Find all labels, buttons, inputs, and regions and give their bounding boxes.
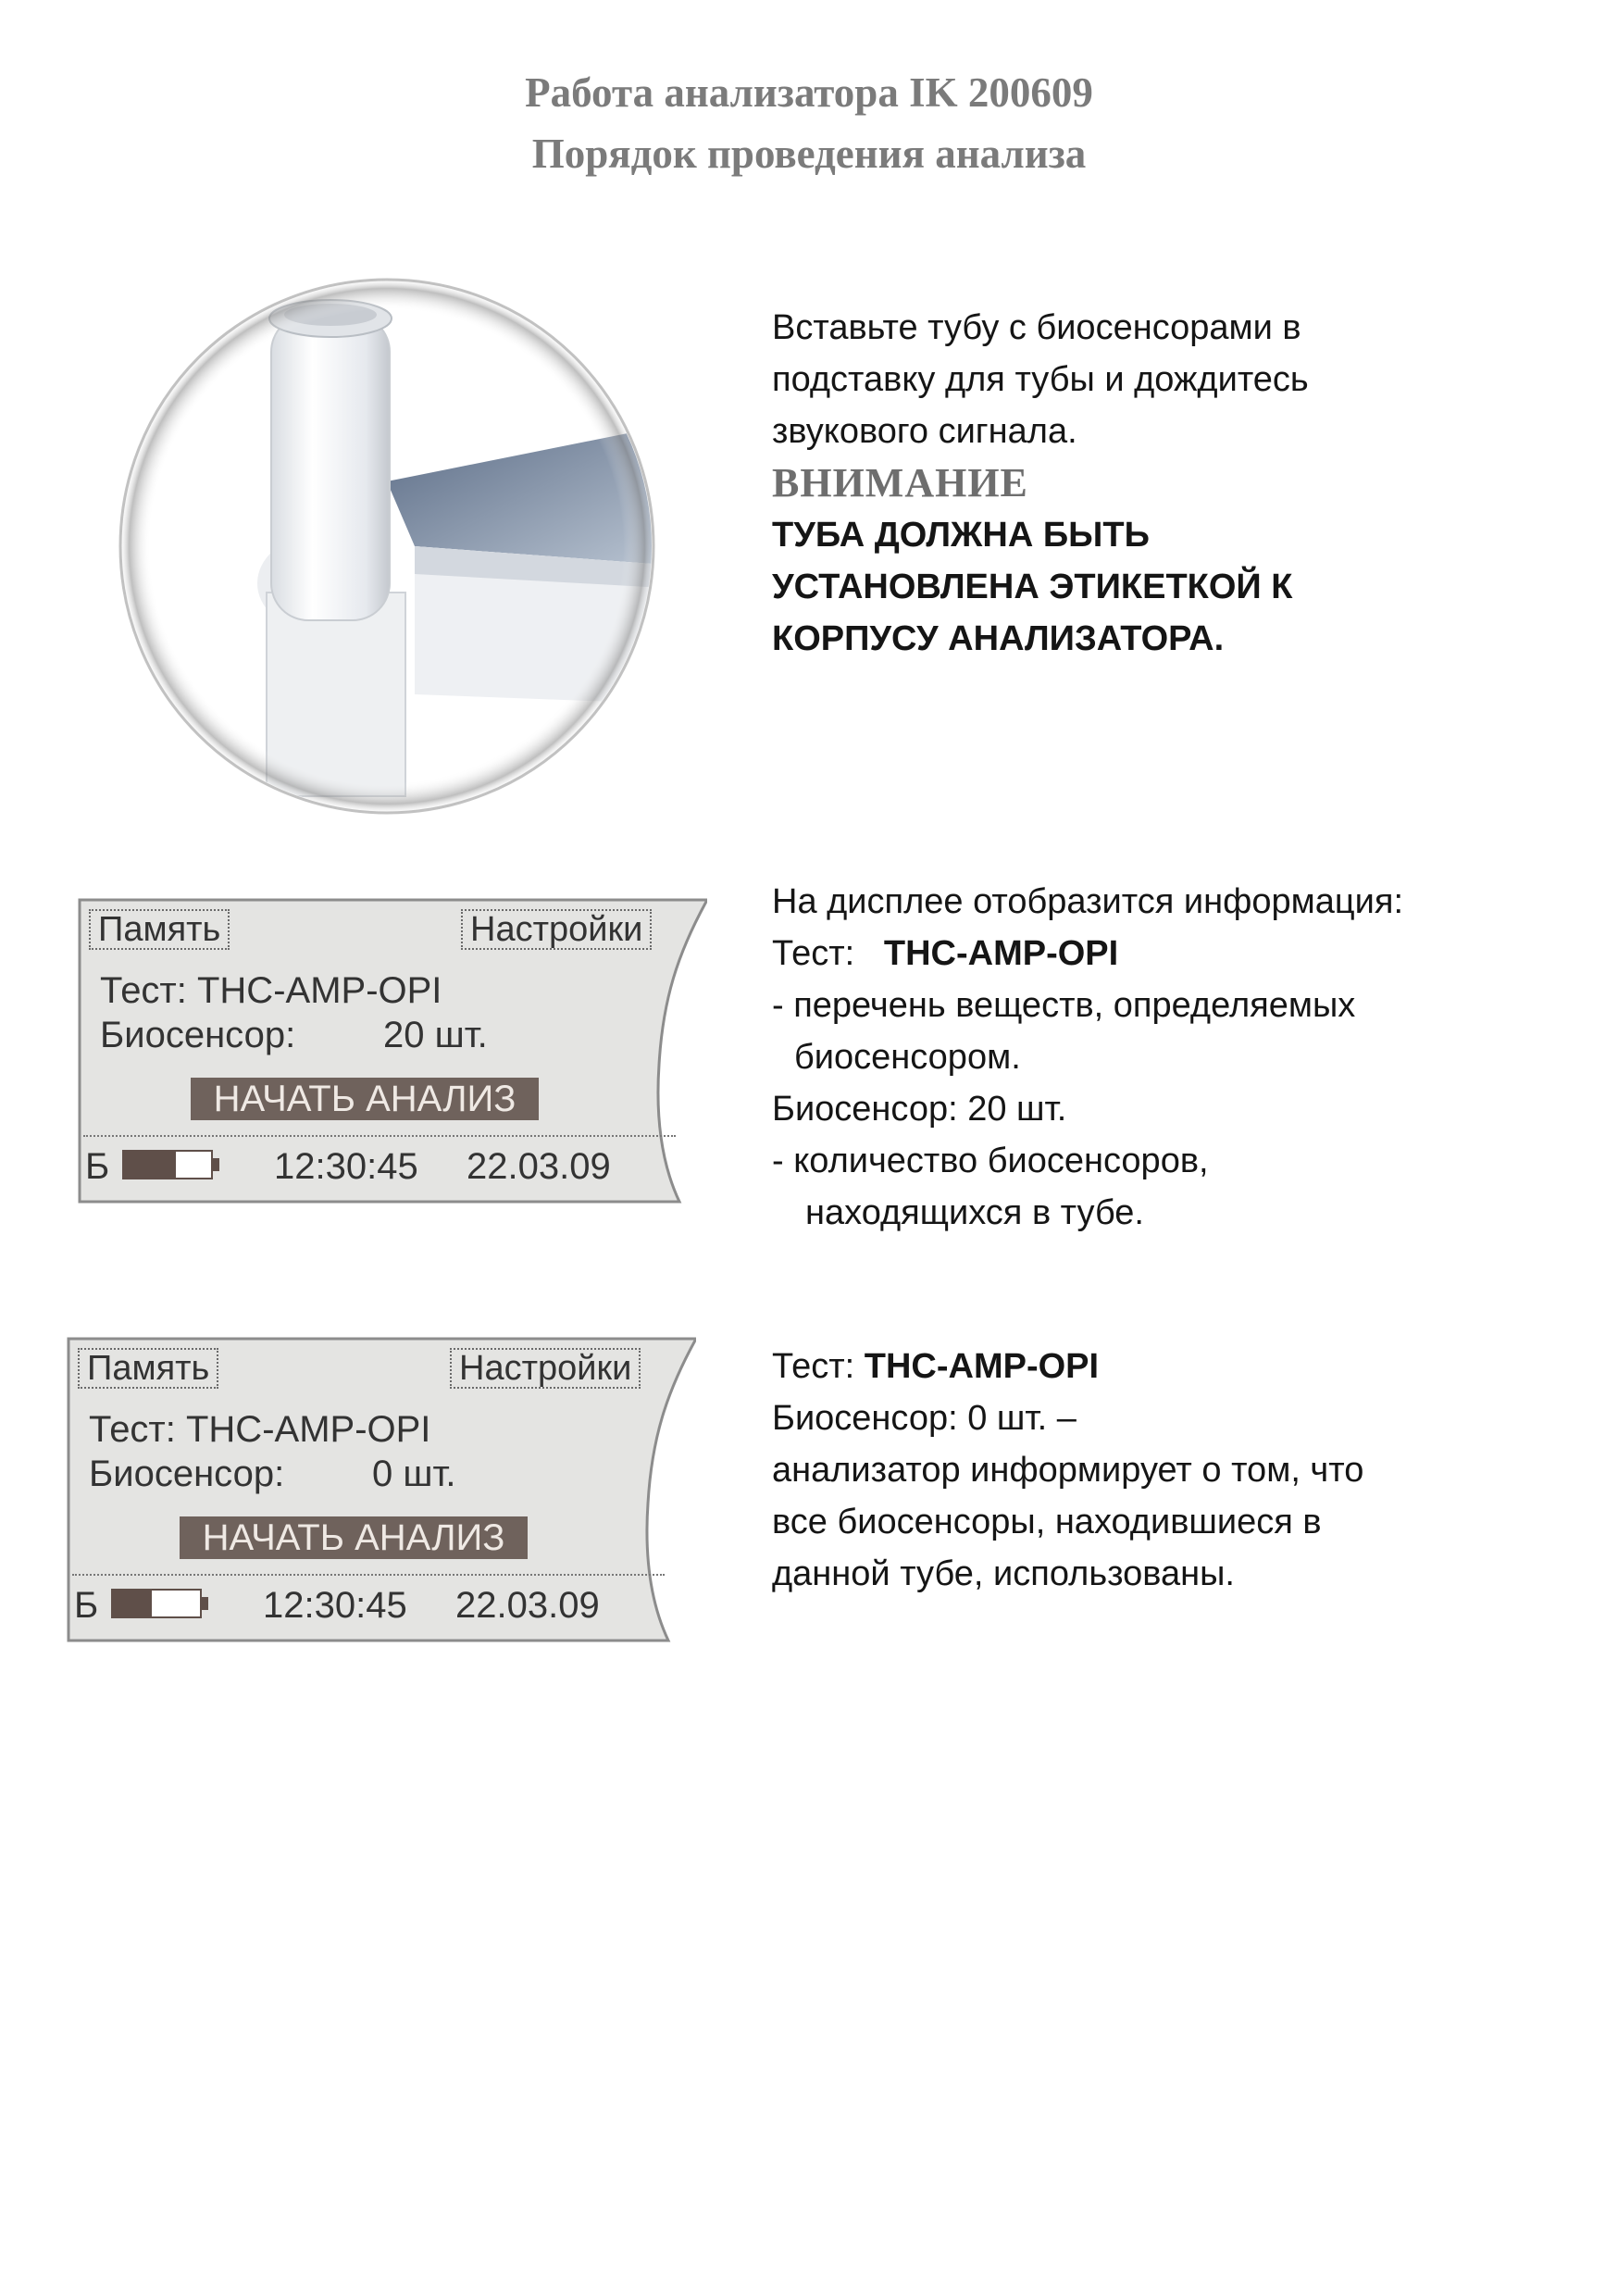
step3-line: все биосенсоры, находившиеся в xyxy=(772,1503,1322,1541)
date-readout: 22.03.09 xyxy=(467,1146,611,1187)
battery-label: Б xyxy=(74,1585,99,1626)
test-value: THC-AMP-OPI xyxy=(883,934,1119,973)
display-1 xyxy=(78,898,707,1204)
warning-line: КОРПУСУ АНАЛИЗАТОРА. xyxy=(772,619,1225,658)
battery-label: Б xyxy=(85,1146,110,1187)
tube-stand-photo xyxy=(109,268,665,824)
test-label: Тест: xyxy=(772,934,855,973)
step2-sensor-line: Биосенсор: 20 шт. xyxy=(772,1090,1067,1129)
start-analysis-button[interactable]: НАЧАТЬ АНАЛИЗ xyxy=(191,1078,539,1120)
sensor-label: Биосенсор: xyxy=(89,1454,285,1494)
settings-menu[interactable]: Настройки xyxy=(461,909,652,950)
step3-test-line xyxy=(772,1341,1587,1392)
divider xyxy=(72,1574,665,1576)
battery-icon xyxy=(111,1589,209,1618)
sensor-label: Биосенсор: xyxy=(100,1015,296,1055)
time-readout: 12:30:45 xyxy=(263,1585,407,1626)
step1-line: подставку для тубы и дождитесь xyxy=(772,360,1309,399)
test-row: Тест: THC-AMP-OPI xyxy=(89,1409,431,1450)
step1-text xyxy=(772,302,1587,665)
display-2 xyxy=(67,1337,696,1642)
test-value: THC-AMP-OPI xyxy=(864,1347,1100,1386)
step3-line: анализатор информирует о том, что xyxy=(772,1451,1364,1490)
settings-menu[interactable]: Настройки xyxy=(450,1348,641,1389)
step3-text xyxy=(772,1341,1587,1600)
step3-line: данной тубе, использованы. xyxy=(772,1554,1235,1593)
step2-test-line xyxy=(772,928,1587,980)
memory-menu[interactable]: Память xyxy=(89,909,230,950)
warning-line: ТУБА ДОЛЖНА БЫТЬ xyxy=(772,516,1150,555)
divider xyxy=(83,1135,676,1137)
step2-text xyxy=(772,876,1587,1239)
date-readout: 22.03.09 xyxy=(455,1585,600,1626)
step2-intro: На дисплее отобразится информация: xyxy=(772,882,1404,921)
warning-title: ВНИМАНИЕ xyxy=(772,460,1028,505)
sensor-value: 20 шт. xyxy=(383,1015,488,1055)
step1-line: звукового сигнала. xyxy=(772,412,1077,451)
step2-desc: биосенсором. xyxy=(794,1038,1021,1077)
step2-desc: - перечень веществ, определяемых xyxy=(772,986,1356,1025)
document-subtitle: Порядок проведения анализа xyxy=(531,131,1087,177)
step3-sensor-line: Биосенсор: 0 шт. – xyxy=(772,1399,1077,1438)
memory-menu[interactable]: Память xyxy=(78,1348,218,1389)
test-label: Тест: xyxy=(772,1347,855,1386)
battery-icon xyxy=(122,1150,220,1179)
test-row: Тест: THC-AMP-OPI xyxy=(100,970,442,1011)
time-readout: 12:30:45 xyxy=(274,1146,418,1187)
document-title: Работа анализатора IK 200609 xyxy=(525,69,1093,116)
sensor-value: 0 шт. xyxy=(372,1454,456,1494)
start-analysis-button[interactable]: НАЧАТЬ АНАЛИЗ xyxy=(180,1516,528,1559)
step1-line: Вставьте тубу с биосенсорами в xyxy=(772,308,1301,347)
warning-line: УСТАНОВЛЕНА ЭТИКЕТКОЙ К xyxy=(772,568,1293,606)
step2-desc: находящихся в тубе. xyxy=(805,1193,1144,1232)
step2-desc: - количество биосенсоров, xyxy=(772,1142,1209,1180)
